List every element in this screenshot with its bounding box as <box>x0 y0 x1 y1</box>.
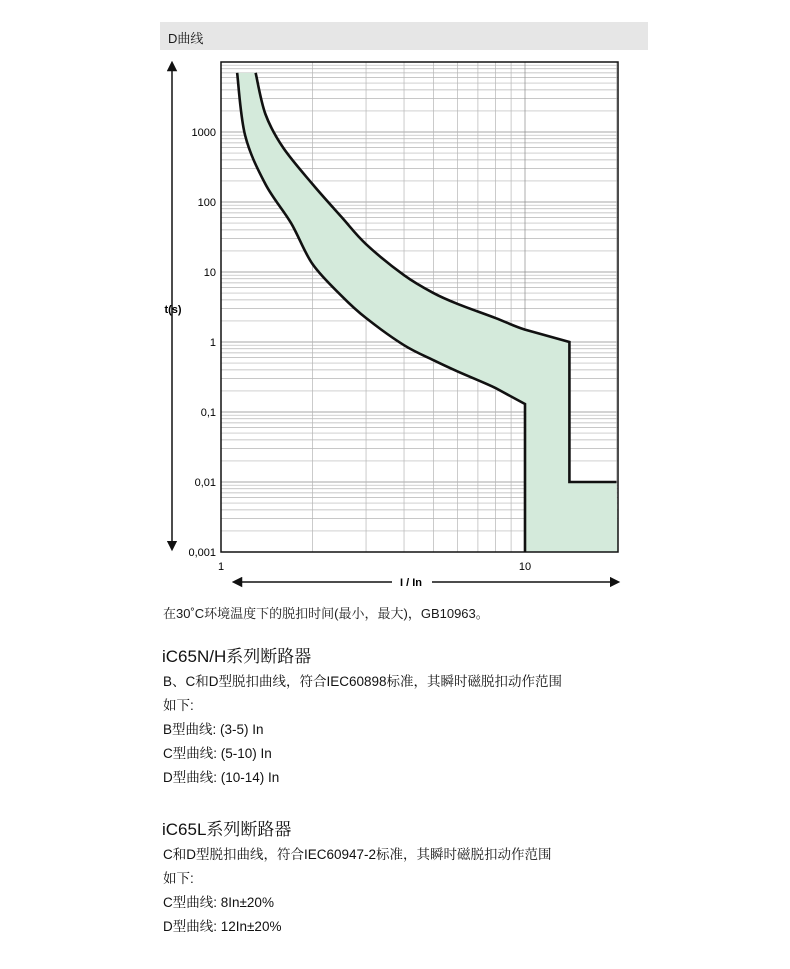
section-header-title: D曲线 <box>168 31 204 46</box>
trip-band-fill <box>237 73 618 552</box>
section2-title: iC65L系列断路器 <box>162 820 292 839</box>
section1-desc-line1: B、C和D型脱扣曲线，符合IEC60898标准，其瞬时磁脱扣动作范围 <box>163 674 563 689</box>
section1-title: iC65N/H系列断路器 <box>162 647 312 666</box>
section1-item-d: D型曲线: (10-14) In <box>163 770 280 785</box>
section2-item-c: C型曲线: 8In±20% <box>163 895 274 910</box>
y-axis-label: t(s) <box>164 304 182 316</box>
section1-item-b: B型曲线: (3-5) In <box>163 722 264 737</box>
y-tick-label: 1000 <box>191 127 216 139</box>
x-tick-label: 10 <box>518 561 532 573</box>
y-tick-label: 10 <box>203 267 216 279</box>
section2-desc-line2: 如下: <box>163 871 194 886</box>
y-tick-label: 1 <box>209 337 216 349</box>
y-tick-label: 0,001 <box>188 547 216 559</box>
section1-desc-line2: 如下: <box>163 698 194 713</box>
x-axis-label: I / In <box>400 577 422 589</box>
x-tick-label: 1 <box>217 561 225 573</box>
y-tick-label: 0,01 <box>194 477 216 489</box>
section2-desc-line1: C和D型脱扣曲线，符合IEC60947-2标准，其瞬时磁脱扣动作范围 <box>163 847 552 862</box>
y-tick-label: 100 <box>197 197 216 209</box>
chart-caption: 在30˚C环境温度下的脱扣时间(最小，最大)，GB10963。 <box>163 606 489 621</box>
y-tick-label: 0,1 <box>200 407 216 419</box>
section2-item-d: D型曲线: 12In±20% <box>163 919 282 934</box>
section1-item-c: C型曲线: (5-10) In <box>163 746 272 761</box>
